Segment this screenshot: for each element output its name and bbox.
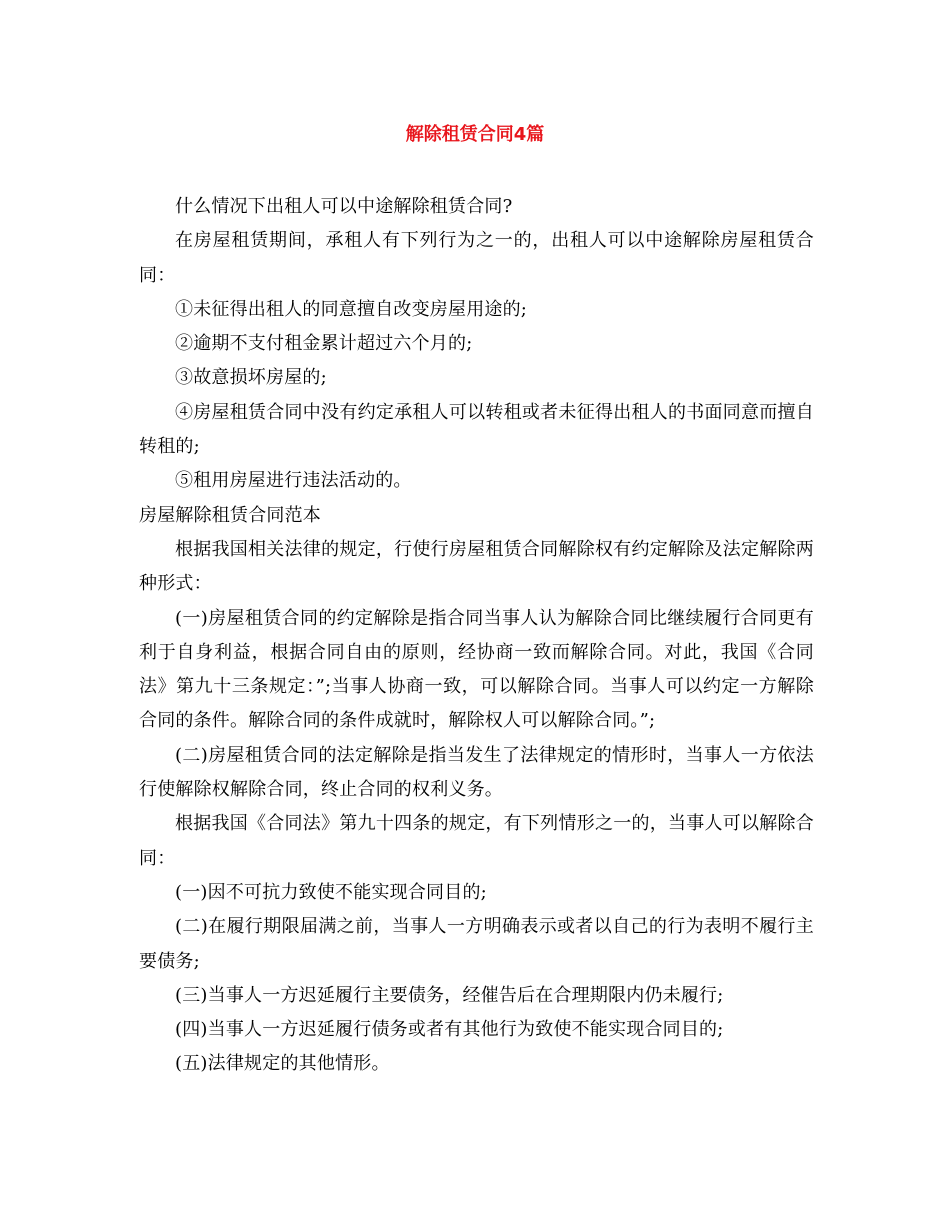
paragraph: 在房屋租赁期间，承租人有下列行为之一的，出租人可以中途解除房屋租赁合同： bbox=[139, 230, 814, 286]
paragraph: 根据我国《合同法》第九十四条的规定，有下列情形之一的，当事人可以解除合同： bbox=[139, 813, 814, 869]
paragraph: (二)房屋租赁合同的法定解除是指当发生了法律规定的情形时，当事人一方依法行使解除权解除合同，终止合同的权利义务。 bbox=[139, 744, 814, 801]
list-item: (二)在履行期限届满之前，当事人一方明确表示或者以自己的行为表明不履行主要债务; bbox=[139, 916, 814, 972]
document-title: 解除租赁合同4篇 bbox=[405, 124, 545, 145]
list-item: ②逾期不支付租金累计超过六个月的; bbox=[175, 333, 473, 355]
section-heading: 房屋解除租赁合同范本 bbox=[139, 504, 321, 526]
list-item: (一)因不可抗力致使不能实现合同目的; bbox=[175, 881, 487, 903]
list-item: ①未征得出租人的同意擅自改变房屋用途的; bbox=[175, 298, 528, 320]
list-item: (五)法律规定的其他情形。 bbox=[175, 1053, 390, 1075]
list-item: (三)当事人一方迟延履行主要债务，经催告后在合理期限内仍未履行; bbox=[175, 984, 724, 1006]
list-item: ⑤租用房屋进行违法活动的。 bbox=[175, 470, 412, 492]
paragraph: (一)房屋租赁合同的约定解除是指合同当事人认为解除合同比继续履行合同更有利于自身利益，根据合同自由的原则，经协商一致而解除合同。对此，我国《合同法》第九十三条规定：”;当事人协商一致，可以解除合同。当事人可以约定一方解除合同的条件。解除合同的条件成就时，解除权人可以解除合同。”; bbox=[139, 607, 814, 732]
paragraph: 根据我国相关法律的规定，行使行房屋租赁合同解除权有约定解除及法定解除两种形式： bbox=[139, 538, 814, 595]
list-item: ④房屋租赁合同中没有约定承租人可以转租或者未征得出租人的书面同意而擅自转租的; bbox=[139, 401, 814, 458]
paragraph: 什么情况下出租人可以中途解除租赁合同? bbox=[175, 196, 513, 217]
list-item: ③故意损坏房屋的; bbox=[175, 367, 327, 389]
document-body bbox=[139, 190, 814, 1082]
list-item: (四)当事人一方迟延履行债务或者有其他行为致使不能实现合同目的; bbox=[175, 1019, 724, 1041]
